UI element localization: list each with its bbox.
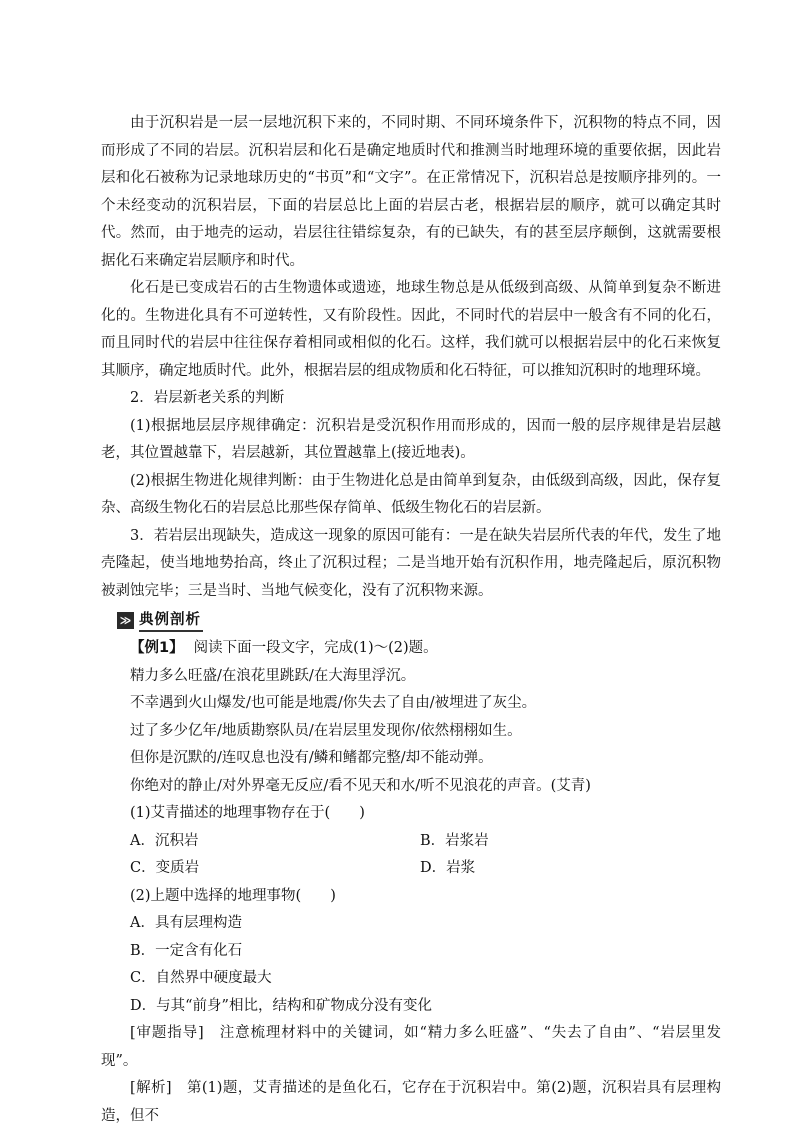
double-chevron-icon: ≫: [117, 612, 134, 629]
question-2-stem: (2)上题中选择的地理事物( ): [130, 887, 336, 904]
paragraph-stratigraphic-rule: (1)根据地层层序规律确定：沉积岩是受沉积作用而形成的，因而一般的层序规律是岩层越老，其位置越靠下，岩层越新，其位置越靠上(接近地表)。: [101, 417, 721, 461]
question-1-stem: (1)艾青描述的地理事物存在于( ): [130, 805, 365, 821]
question-1-options-row-2: [101, 855, 721, 883]
option-d: D．岩浆: [420, 860, 476, 876]
option-a: A．沉积岩: [130, 832, 199, 849]
option-d: D．与其“前身”相比，结构和矿物成分没有变化: [130, 997, 432, 1014]
option-c: C．自然界中硬度最大: [130, 970, 272, 986]
option-a: A．具有层理构造: [130, 915, 242, 931]
option-c: C．变质岩: [130, 860, 200, 876]
paragraph-missing-layers: 3．若岩层出现缺失，造成这一现象的原因可能有：一是在缺失岩层所代表的年代，发生了地壳隆起，使当地地势抬高，终止了沉积过程；二是当地开始有沉积作用，地壳隆起后，原沉积物被剥蚀完毕；三是当时、当地气候变化，没有了沉积物来源。: [101, 527, 721, 599]
paragraph-evolution-rule: (2)根据生物进化规律判断：由于生物进化总是由简单到复杂，由低级到高级，因此，保存复杂、高级生物化石的岩层总比那些保存简单、低级生物化石的岩层新。: [101, 472, 721, 516]
poem-line: 过了多少亿年/地质勘察队员/在岩层里发现你/依然栩栩如生。: [130, 722, 522, 739]
poem-line: 不幸遇到火山爆发/也可能是地震/你失去了自由/被埋进了灰尘。: [130, 695, 537, 711]
option-b: B．一定含有化石: [130, 942, 243, 959]
example-intro: [101, 635, 721, 663]
review-guide: [审题指导] 注意梳理材料中的关键词，如“精力多么旺盛”、“失去了自由”、“岩层里发现”。: [101, 1025, 721, 1069]
analysis: [解析] 第(1)题，艾青描述的是鱼化石，它存在于沉积岩中。第(2)题，沉积岩具有层理构造，但不: [101, 1080, 721, 1124]
document-content: [101, 110, 721, 1130]
section-title: 典例剖析: [139, 608, 203, 632]
poem-line: 你绝对的静止/对外界毫无反应/看不见天和水/听不见浪花的声音。(艾青): [130, 777, 591, 794]
question-1-options-row-1: [101, 828, 721, 856]
section-header: [117, 607, 721, 633]
option-b: B．岩浆岩: [420, 832, 489, 849]
example-label: 【例1】: [130, 640, 184, 656]
paragraph-fossils: 化石是已变成岩石的古生物遗体或遗迹，地球生物总是从低级到高级、从简单到复杂不断进化的。生物进化具有不可逆转性，又有阶段性。因此，不同时代的岩层中一般含有不同的化石，而且同时代的岩层中往往保存着相同或相似的化石。这样，我们就可以根据岩层中的化石来恢复其顺序，确定地质时代。此外，根据岩层的组成物质和化石特征，可以推知沉积时的地理环境。: [101, 280, 721, 379]
example-prompt: 阅读下面一段文字，完成(1)～(2)题。: [193, 640, 438, 656]
poem-line: 精力多么旺盛/在浪花里跳跃/在大海里浮沉。: [130, 667, 416, 684]
paragraph-sedimentary-layers: 由于沉积岩是一层一层地沉积下来的，不同时期、不同环境条件下，沉积物的特点不同，因而形成了不同的岩层。沉积岩层和化石是确定地质时代和推测当时地理环境的重要依据，因此岩层和化石被称为记录地球历史的“书页”和“文字”。在正常情况下，沉积岩总是按顺序排列的。一个未经变动的沉积岩层，下面的岩层总比上面的岩层古老，根据岩层的顺序，就可以确定其时代。然而，由于地壳的运动，岩层往往错综复杂，有的已缺失，有的甚至层序颠倒，这就需要根据化石来确定岩层顺序和时代。: [101, 115, 721, 269]
poem-line: 但你是沉默的/连叹息也没有/鳞和鳍都完整/却不能动弹。: [130, 750, 493, 766]
heading-rock-age-judgement: 2．岩层新老关系的判断: [130, 390, 285, 406]
